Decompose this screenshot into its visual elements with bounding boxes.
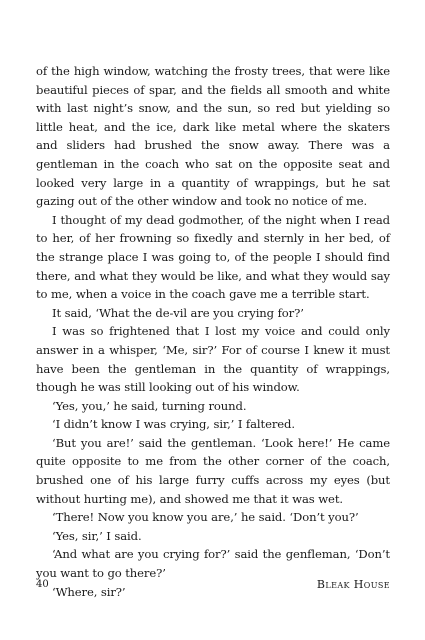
paragraph: It said, ‘What the de-vil are you crying for?’ (52, 305, 304, 320)
paragraph: I thought of my dead godmother, of the night when I read to her, of her frowning so fixedly and sternly in her bed, of the strange place I was going to, of the people I should find there, and what they would be like, and what they would say to me, when a voice in the coach gave me a terrible start. (36, 212, 390, 302)
body-text (36, 62, 390, 601)
page-number: 40 (36, 579, 49, 590)
paragraph: ‘Where, sir?’ (52, 584, 126, 599)
paragraph: I was so frightened that I lost my voice and could only answer in a whisper, ‘Me, sir?’ For of course I knew it must have been the gentleman in the quantity of wrappings, though he was still looking out of his window. (36, 324, 390, 395)
paragraph: ‘Yes, you,’ he said, turning round. (52, 398, 247, 413)
paragraph: ‘I didn’t know I was crying, sir,’ I faltered. (52, 417, 295, 432)
paragraph: ‘There! Now you know you are,’ he said. ‘Don’t you?’ (52, 510, 359, 525)
paragraph: ‘And what are you crying for?’ said the genfleman, ‘Don’t you want to go there?’ (36, 547, 390, 581)
paragraph: of the high window, watching the frosty trees, that were like beautiful pieces of spar, and the fields all smooth and white with last night’s snow, and the sun, so red but yielding so little heat, and the ice, dark like metal where the skaters and sliders had brushed the snow away. There was a gentleman in the coach who sat on the opposite seat and looked very large in a quantity of wrappings, but he sat gazing out of the other window and took no notice of me. (36, 64, 390, 209)
running-title: Bleak House (316, 578, 390, 591)
paragraph: ‘But you are!’ said the gentleman. ‘Look here!’ He came quite opposite to me from the other corner of the coach, brushed one of his large furry cuffs across my eyes (but without hurting me), and showed me that it was wet. (36, 435, 390, 506)
page-footer (36, 578, 390, 592)
paragraph: ‘Yes, sir,’ I said. (52, 528, 142, 543)
